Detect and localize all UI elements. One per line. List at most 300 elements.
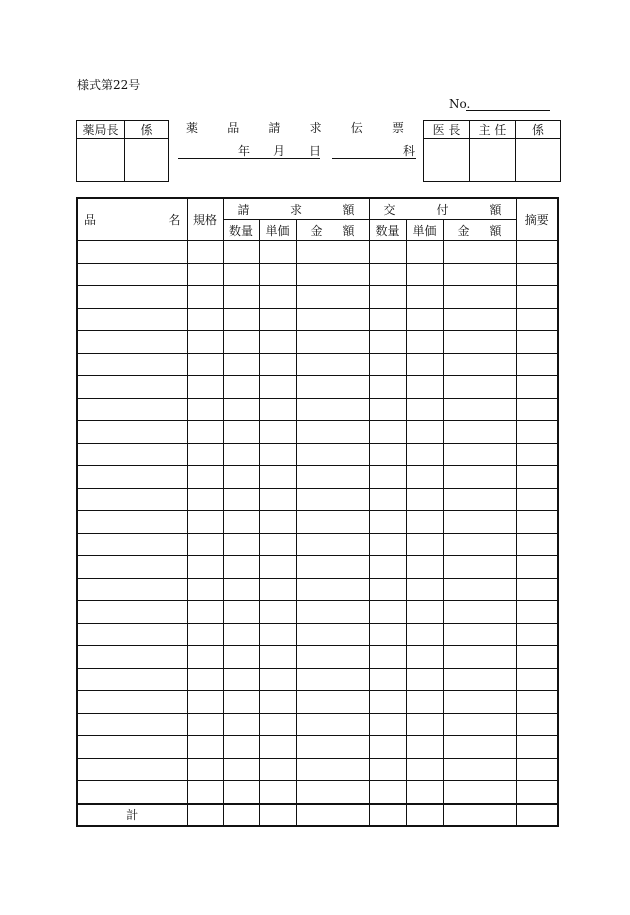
table-cell[interactable] (223, 353, 259, 376)
stamp-cell-staff[interactable] (125, 139, 169, 182)
table-cell[interactable] (187, 781, 223, 804)
table-row (77, 511, 558, 534)
table-row (77, 241, 558, 264)
table-cell[interactable] (443, 443, 516, 466)
table-cell[interactable] (77, 421, 187, 444)
stamp-cell-supervisor[interactable] (470, 139, 516, 182)
table-cell[interactable] (369, 308, 406, 331)
table-body (77, 241, 558, 804)
title-char: 請 (268, 121, 281, 135)
table-cell[interactable] (516, 488, 558, 511)
date-field[interactable] (178, 158, 320, 159)
table-cell[interactable] (369, 398, 406, 421)
stamp-cell-chief-physician[interactable] (424, 139, 470, 182)
header-char: 品 (84, 213, 97, 227)
table-cell[interactable] (406, 353, 443, 376)
table-cell[interactable] (259, 646, 296, 669)
table-cell[interactable] (187, 398, 223, 421)
table-cell[interactable] (516, 398, 558, 421)
table-cell[interactable] (223, 781, 259, 804)
table-cell[interactable] (259, 533, 296, 556)
table-cell[interactable] (77, 758, 187, 781)
table-cell[interactable] (443, 623, 516, 646)
table-cell[interactable] (187, 511, 223, 534)
table-cell[interactable] (516, 421, 558, 444)
table-cell[interactable] (223, 623, 259, 646)
table-cell[interactable] (516, 308, 558, 331)
table-cell[interactable] (443, 286, 516, 309)
table-cell[interactable] (406, 308, 443, 331)
table-cell[interactable] (77, 601, 187, 624)
table-cell[interactable] (406, 758, 443, 781)
table-cell[interactable] (77, 241, 187, 264)
table-cell[interactable] (77, 691, 187, 714)
table-cell[interactable] (516, 646, 558, 669)
table-cell[interactable] (369, 286, 406, 309)
table-cell[interactable] (369, 623, 406, 646)
table-row (77, 556, 558, 579)
table-cell[interactable] (77, 556, 187, 579)
table-cell[interactable] (516, 758, 558, 781)
table-cell[interactable] (259, 758, 296, 781)
table-cell[interactable] (406, 556, 443, 579)
table-cell[interactable] (406, 533, 443, 556)
table-cell[interactable] (223, 466, 259, 489)
table-cell[interactable] (259, 421, 296, 444)
table-cell[interactable] (77, 668, 187, 691)
table-cell[interactable] (259, 353, 296, 376)
table-cell[interactable] (187, 308, 223, 331)
table-cell[interactable] (296, 578, 369, 601)
table-cell[interactable] (516, 668, 558, 691)
table-cell[interactable] (187, 758, 223, 781)
date-year-label: 年 (238, 144, 251, 158)
table-cell[interactable] (259, 556, 296, 579)
table-cell[interactable] (406, 511, 443, 534)
table-cell[interactable] (369, 691, 406, 714)
table-cell[interactable] (296, 286, 369, 309)
table-cell[interactable] (187, 668, 223, 691)
table-cell[interactable] (443, 691, 516, 714)
table-cell[interactable] (259, 398, 296, 421)
table-cell[interactable] (406, 668, 443, 691)
table-cell[interactable] (443, 398, 516, 421)
table-cell[interactable] (369, 511, 406, 534)
sub-header-delivery-price: 単価 (406, 220, 443, 241)
table-cell[interactable] (443, 308, 516, 331)
table-row (77, 331, 558, 354)
total-cell[interactable] (187, 804, 223, 826)
col-header-remarks: 摘要 (516, 198, 558, 241)
title-char: 求 (309, 121, 322, 135)
table-cell[interactable] (296, 241, 369, 264)
table-cell[interactable] (187, 623, 223, 646)
table-cell[interactable] (296, 713, 369, 736)
total-cell[interactable] (516, 804, 558, 826)
table-cell[interactable] (516, 736, 558, 759)
table-cell[interactable] (406, 398, 443, 421)
table-cell[interactable] (259, 781, 296, 804)
table-cell[interactable] (223, 646, 259, 669)
table-cell[interactable] (223, 308, 259, 331)
table-cell[interactable] (296, 556, 369, 579)
header-char: 金 (310, 223, 323, 238)
table-cell[interactable] (187, 736, 223, 759)
table-row (77, 781, 558, 804)
date-month-label: 月 (273, 144, 286, 158)
table-cell[interactable] (223, 398, 259, 421)
table-cell[interactable] (443, 578, 516, 601)
table-row (77, 263, 558, 286)
table-row (77, 623, 558, 646)
table-row (77, 488, 558, 511)
table-cell[interactable] (443, 556, 516, 579)
table-cell[interactable] (516, 376, 558, 399)
table-cell[interactable] (369, 376, 406, 399)
table-cell[interactable] (296, 623, 369, 646)
table-cell[interactable] (296, 263, 369, 286)
table-cell[interactable] (516, 781, 558, 804)
title-char: 伝 (350, 121, 363, 135)
sub-header-request-qty: 数量 (223, 220, 259, 241)
table-cell[interactable] (406, 736, 443, 759)
stamp-cell-staff[interactable] (516, 139, 561, 182)
table-cell[interactable] (406, 623, 443, 646)
table-cell[interactable] (223, 263, 259, 286)
table-cell[interactable] (223, 488, 259, 511)
header-char: 額 (489, 223, 502, 238)
table-cell[interactable] (259, 241, 296, 264)
table-cell[interactable] (369, 646, 406, 669)
sub-header-delivery-amount (443, 220, 516, 241)
header-char: 交 (383, 202, 396, 217)
table-cell[interactable] (369, 713, 406, 736)
request-table (76, 197, 559, 827)
table-cell[interactable] (77, 286, 187, 309)
table-cell[interactable] (369, 758, 406, 781)
table-row (77, 668, 558, 691)
title-char: 票 (391, 121, 404, 135)
table-row (77, 376, 558, 399)
table-cell[interactable] (259, 668, 296, 691)
table-cell[interactable] (296, 421, 369, 444)
table-cell[interactable] (296, 398, 369, 421)
table-cell[interactable] (296, 331, 369, 354)
table-cell[interactable] (259, 623, 296, 646)
table-cell[interactable] (223, 691, 259, 714)
table-cell[interactable] (223, 713, 259, 736)
table-row (77, 533, 558, 556)
table-cell[interactable] (369, 578, 406, 601)
table-cell[interactable] (296, 443, 369, 466)
header-char: 求 (290, 202, 303, 217)
table-cell[interactable] (516, 466, 558, 489)
table-cell[interactable] (77, 376, 187, 399)
table-cell[interactable] (187, 488, 223, 511)
table-cell[interactable] (406, 443, 443, 466)
table-cell[interactable] (223, 533, 259, 556)
table-cell[interactable] (516, 331, 558, 354)
table-cell[interactable] (369, 353, 406, 376)
table-cell[interactable] (296, 353, 369, 376)
table-cell[interactable] (77, 646, 187, 669)
table-cell[interactable] (77, 533, 187, 556)
table-cell[interactable] (443, 601, 516, 624)
table-cell[interactable] (406, 263, 443, 286)
table-cell[interactable] (77, 466, 187, 489)
table-cell[interactable] (223, 511, 259, 534)
total-cell[interactable] (369, 804, 406, 826)
table-cell[interactable] (187, 376, 223, 399)
table-cell[interactable] (443, 241, 516, 264)
sub-header-request-price: 単価 (259, 220, 296, 241)
table-cell[interactable] (516, 241, 558, 264)
table-cell[interactable] (443, 466, 516, 489)
table-cell[interactable] (369, 781, 406, 804)
table-cell[interactable] (223, 331, 259, 354)
stamp-header-chief-physician: 医 長 (424, 121, 470, 139)
table-cell[interactable] (259, 691, 296, 714)
table-row (77, 286, 558, 309)
table-cell[interactable] (187, 533, 223, 556)
table-row (77, 736, 558, 759)
table-cell[interactable] (259, 488, 296, 511)
header-char: 金 (457, 223, 470, 238)
table-cell[interactable] (516, 691, 558, 714)
table-cell[interactable] (406, 601, 443, 624)
col-header-spec: 規格 (187, 198, 223, 241)
table-row (77, 601, 558, 624)
table-cell[interactable] (369, 533, 406, 556)
table-cell[interactable] (369, 601, 406, 624)
table-cell[interactable] (369, 556, 406, 579)
table-cell[interactable] (259, 286, 296, 309)
table-cell[interactable] (223, 758, 259, 781)
table-cell[interactable] (77, 511, 187, 534)
table-cell[interactable] (259, 443, 296, 466)
table-cell[interactable] (369, 488, 406, 511)
table-cell[interactable] (516, 601, 558, 624)
table-row (77, 758, 558, 781)
table-cell[interactable] (259, 713, 296, 736)
table-cell[interactable] (516, 713, 558, 736)
table-cell[interactable] (406, 488, 443, 511)
total-cell[interactable] (259, 804, 296, 826)
table-cell[interactable] (77, 736, 187, 759)
table-cell[interactable] (296, 308, 369, 331)
header-char: 額 (342, 202, 355, 217)
table-cell[interactable] (259, 736, 296, 759)
table-cell[interactable] (406, 241, 443, 264)
table-cell[interactable] (187, 646, 223, 669)
table-cell[interactable] (223, 421, 259, 444)
stamp-box-left (76, 120, 169, 182)
table-cell[interactable] (77, 331, 187, 354)
sub-header-request-amount (296, 220, 369, 241)
table-cell[interactable] (187, 556, 223, 579)
table-cell[interactable] (406, 376, 443, 399)
stamp-header-staff: 係 (125, 121, 169, 139)
table-cell[interactable] (77, 713, 187, 736)
table-cell[interactable] (187, 286, 223, 309)
table-cell[interactable] (187, 263, 223, 286)
header-char: 額 (489, 202, 502, 217)
table-cell[interactable] (77, 308, 187, 331)
table-cell[interactable] (259, 308, 296, 331)
table-cell[interactable] (443, 758, 516, 781)
table-cell[interactable] (516, 263, 558, 286)
doc-no-field[interactable] (466, 110, 550, 111)
table-row (77, 691, 558, 714)
table-cell[interactable] (187, 331, 223, 354)
table-cell[interactable] (369, 263, 406, 286)
table-cell[interactable] (187, 578, 223, 601)
header-char: 請 (237, 202, 250, 217)
table-cell[interactable] (296, 646, 369, 669)
table-cell[interactable] (223, 668, 259, 691)
total-cell[interactable] (296, 804, 369, 826)
table-cell[interactable] (187, 421, 223, 444)
table-cell[interactable] (369, 421, 406, 444)
table-cell[interactable] (259, 601, 296, 624)
table-cell[interactable] (296, 511, 369, 534)
doc-no-label: No. (449, 97, 471, 111)
table-cell[interactable] (443, 668, 516, 691)
table-cell[interactable] (443, 533, 516, 556)
total-cell[interactable] (223, 804, 259, 826)
table-cell[interactable] (443, 713, 516, 736)
table-cell[interactable] (296, 488, 369, 511)
table-cell[interactable] (77, 443, 187, 466)
table-cell[interactable] (77, 353, 187, 376)
form-number: 様式第22号 (77, 78, 141, 92)
table-cell[interactable] (187, 443, 223, 466)
table-cell[interactable] (296, 781, 369, 804)
table-cell[interactable] (223, 601, 259, 624)
table-cell[interactable] (443, 353, 516, 376)
table-cell[interactable] (516, 556, 558, 579)
table-cell[interactable] (187, 241, 223, 264)
table-cell[interactable] (77, 578, 187, 601)
table-cell[interactable] (443, 421, 516, 444)
table-row (77, 713, 558, 736)
col-header-item-name (77, 198, 187, 241)
table-cell[interactable] (223, 578, 259, 601)
table-cell[interactable] (369, 443, 406, 466)
table-cell[interactable] (443, 511, 516, 534)
table-cell[interactable] (187, 691, 223, 714)
table-cell[interactable] (77, 398, 187, 421)
title-char: 薬 (186, 121, 199, 135)
table-cell[interactable] (443, 781, 516, 804)
table-cell[interactable] (223, 443, 259, 466)
table-cell[interactable] (259, 331, 296, 354)
department-field[interactable] (332, 158, 416, 159)
table-cell[interactable] (223, 376, 259, 399)
table-cell[interactable] (406, 646, 443, 669)
stamp-box-right (423, 120, 561, 182)
table-cell[interactable] (516, 443, 558, 466)
stamp-header-supervisor: 主 任 (470, 121, 516, 139)
table-cell[interactable] (516, 511, 558, 534)
table-cell[interactable] (77, 781, 187, 804)
table-cell[interactable] (406, 578, 443, 601)
table-cell[interactable] (406, 286, 443, 309)
table-cell[interactable] (296, 466, 369, 489)
table-cell[interactable] (223, 736, 259, 759)
table-cell[interactable] (443, 488, 516, 511)
table-cell[interactable] (187, 353, 223, 376)
title-char: 品 (227, 121, 240, 135)
table-cell[interactable] (443, 263, 516, 286)
table-row (77, 421, 558, 444)
table-cell[interactable] (187, 713, 223, 736)
table-cell[interactable] (443, 331, 516, 354)
table-cell[interactable] (223, 241, 259, 264)
table-cell[interactable] (369, 668, 406, 691)
date-day-label: 日 (309, 144, 322, 158)
table-cell[interactable] (369, 466, 406, 489)
table-cell[interactable] (443, 736, 516, 759)
table-cell[interactable] (516, 286, 558, 309)
table-cell[interactable] (406, 421, 443, 444)
table-cell[interactable] (296, 376, 369, 399)
table-cell[interactable] (259, 376, 296, 399)
table-cell[interactable] (77, 263, 187, 286)
table-cell[interactable] (77, 623, 187, 646)
table-cell[interactable] (296, 691, 369, 714)
table-cell[interactable] (77, 488, 187, 511)
table-cell[interactable] (369, 331, 406, 354)
header-char: 付 (436, 202, 449, 217)
table-cell[interactable] (516, 578, 558, 601)
document-title (186, 122, 404, 134)
table-row (77, 398, 558, 421)
table-cell[interactable] (516, 533, 558, 556)
table-cell[interactable] (406, 331, 443, 354)
total-cell[interactable] (406, 804, 443, 826)
table-cell[interactable] (516, 353, 558, 376)
header-char: 額 (342, 223, 355, 238)
sub-header-delivery-qty: 数量 (369, 220, 406, 241)
stamp-cell-pharmacy-chief[interactable] (77, 139, 125, 182)
table-cell[interactable] (406, 713, 443, 736)
table-cell[interactable] (406, 691, 443, 714)
table-cell[interactable] (223, 556, 259, 579)
table-cell[interactable] (296, 601, 369, 624)
table-cell[interactable] (187, 601, 223, 624)
table-cell[interactable] (296, 758, 369, 781)
table-cell[interactable] (369, 241, 406, 264)
table-cell[interactable] (296, 668, 369, 691)
table-cell[interactable] (369, 736, 406, 759)
table-cell[interactable] (406, 466, 443, 489)
table-cell[interactable] (223, 286, 259, 309)
table-cell[interactable] (259, 511, 296, 534)
table-cell[interactable] (443, 646, 516, 669)
table-cell[interactable] (259, 466, 296, 489)
table-cell[interactable] (259, 578, 296, 601)
table-cell[interactable] (259, 263, 296, 286)
table-cell[interactable] (296, 533, 369, 556)
table-cell[interactable] (296, 736, 369, 759)
total-cell[interactable] (443, 804, 516, 826)
table-cell[interactable] (443, 376, 516, 399)
table-cell[interactable] (516, 623, 558, 646)
table-cell[interactable] (406, 781, 443, 804)
table-cell[interactable] (187, 466, 223, 489)
group-header-request-amount (223, 198, 369, 220)
